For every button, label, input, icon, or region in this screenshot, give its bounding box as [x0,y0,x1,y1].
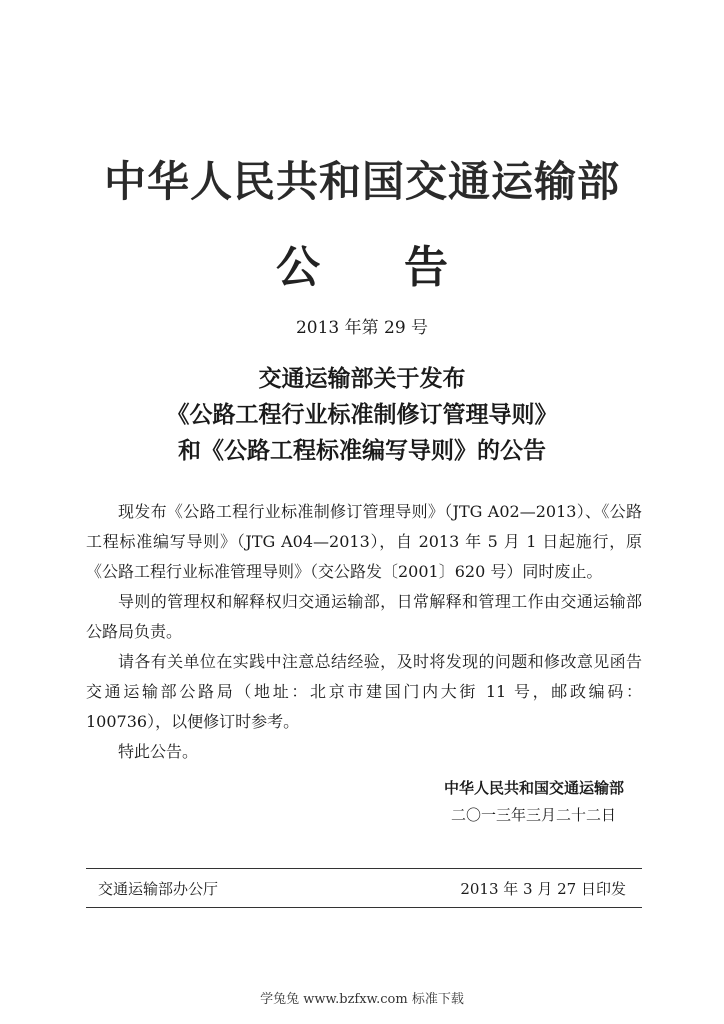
footer-rule-bottom [86,907,642,908]
footer-rule-top [86,868,642,869]
title-line-2: 《公路工程行业标准制修订管理导则》 [166,401,558,428]
issue-date: 2013 年 3 月 27 日印发 [460,880,626,898]
document-number: 2013 年第 29 号 [295,318,429,338]
body-paragraph-4: 特此公告。 [118,742,199,761]
download-watermark: 学兔兔 www.bzfxw.com 标准下载 [260,992,464,1007]
title-line-3: 和《公路工程标准编写导则》的公告 [178,437,546,464]
ministry-heading: 中华人民共和国交通运输部 [103,157,620,206]
body-paragraph-2: 导则的管理权和解释权归交通运输部，日常解释和管理工作由交通运输部公路局负责。 [86,592,642,641]
announcement-char-1: 公 [276,242,320,293]
announcement-heading [0,242,724,294]
title-line-1: 交通运输部关于发布 [258,365,466,392]
announcement-char-2: 告 [404,242,448,293]
notice-body [86,497,642,767]
body-paragraph-1: 现发布《公路工程行业标准制修订管理导则》（JTG A02—2013）、《公路工程标准编写导则》（JTG A04—2013），自 2013 年 5 月 1 日起施行，原《公路工程行业标准管理导则》（交公路发〔2001〕620 号）同时废止。 [86,502,642,581]
signature-organization: 中华人民共和国交通运输部 [443,779,624,797]
notice-title [0,361,724,469]
signature-date: 二〇一三年三月二十二日 [450,806,616,824]
issuer-office: 交通运输部办公厅 [98,880,219,898]
body-paragraph-3: 请各有关单位在实践中注意总结经验，及时将发现的问题和修改意见函告交通运输部公路局（地址：北京市建国门内大街 11 号，邮政编码：100736），以便修订时参考。 [86,652,642,731]
